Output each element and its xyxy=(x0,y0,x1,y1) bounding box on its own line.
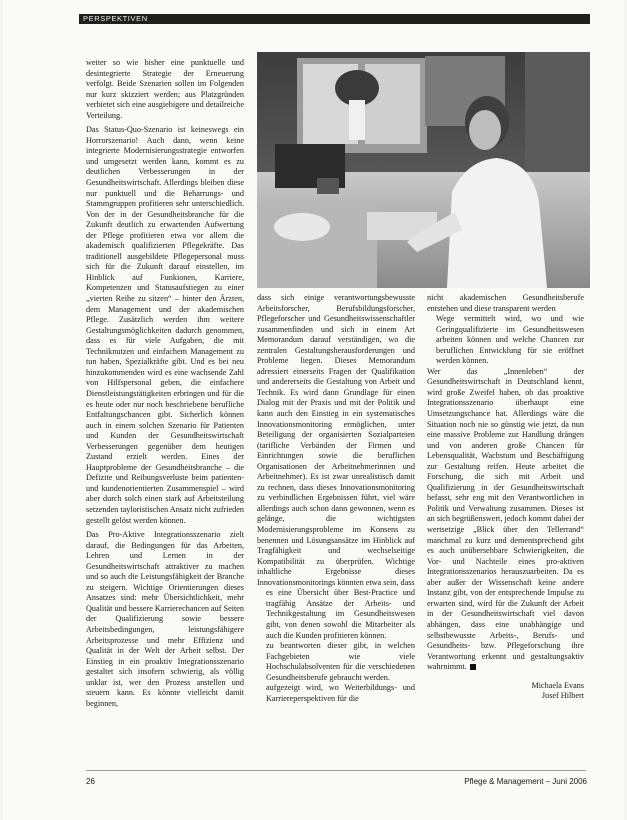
author-signature xyxy=(427,681,584,702)
paragraph: weiter so wie bisher eine punktuelle und desintegrierte Strategie der Erneuerung verfolgt. Beide Szenarien sollen im Folgenden nur kurz skizziert werden; aus Platzgründen verbietet sich eine ausgiebigere und detailreiche Verteilung. xyxy=(86,58,244,120)
author-name: Josef Hilbert xyxy=(541,691,584,701)
paragraph: dass sich einige verantwortungsbewusste Arbeitsforscher, Berufsbildungsforscher, Pflegeforscher und Gesundheitswissenschaftler zusammenfinden und sich in einem Art Memorandum darauf verständigen, wo die zentralen Gestaltungsherausforderungen und Probleme liegen. Dieses Memorandum adressiert einerseits Fragen der Qualifikation und andererseits die Gestaltung von Arbeit und Technik. Es wird dann Grundlage für einen Dialog mit der Praxis und mit der Politik und kann auch den Einstieg in ein systematisches Innovationsmonitoring ermöglichen, unter Beteiligung der organisierten Sozialparteien (tarifliche Verbänden der Firmen und Einrichtungen sowie die beruflichen Organisationen der Arbeitnehmerinnen und Arbeitnehmer). Es ist zwar unrealistisch damit zu rechnen, dass dieses Innovationsmonitoring zu verbindlichen Ergebnissen führt, viel wäre allerdings auch schon dann gewonnen, wenn es gelänge, die wichtigsten Modernisierungsprobleme im Konsens zu benennen und Lösungsansätze im Hinblick auf Tragfähigkeit und wechselseitige Kompatibilität zu überprüfen. Wichtige inhaltliche Ergebnisse dieses Innovationsmonitorings könnten etwa sein, dass xyxy=(257,293,415,587)
paragraph: nicht akademischen Gesundheitsberufe entstehen und diese transparent werden xyxy=(427,293,584,313)
bullet-list xyxy=(257,588,415,704)
author-name: Michaela Evans xyxy=(531,680,584,690)
end-mark xyxy=(470,664,476,670)
paragraph xyxy=(427,367,584,673)
list-item: • Wege vermittelt wird, wo und wie Geringqualifizierte im Gesundheitswesen arbeiten können und welche Chancen zur beruflichen Entwicklung für sie eröffnet werden können. xyxy=(436,314,584,367)
paragraph-text: Wer das „Innenleben“ der Gesundheitswirtschaft in Deutschland kennt, wird große Zweifel haben, ob das proaktive Integrationsszenario überhaupt eine Umsetzungschance hat. Allerdings wäre die Situation noch nie so günstig wie jetzt, da nun eine massive Probleme zur Handlung drängen und von anderen große Chancen für Lebensqualität, Wachstum und Beschäftigung zur Gestaltung reifen. Heute arbeitet die Forschung, die sich mit Arbeit und Qualifizierung in der Gesundheitswirtschaft befasst, sehr eng mit den Verantwortlichen in Politik und Verwaltung zusammen. Dieses ist an sich begrüßenswert, jedoch kommt dabei der wertsetzige „Blick über den Tellerrand“ manchmal zu kurz und dementsprechend gibt es auch unübersehbare Schwierigkeiten, die Vor- und Nachteile eines pro-aktiven Integrationsszenarios herauszuarbeiten. Da es aber außer der Wissenschaft keine andere Instanz gibt, von der entsprechende Impulse zu erwarten sind, wird für die Zukunft der Arbeit in der Gesundheitswirtschaft viel davon abhängen, dass eine unabhängige und selbstbewusste Arbeits-, Berufs- und Gesundheits- bzw. Pflegeforschung ihre Verantwortung erkennt und gestaltungsaktiv wahrnimmt. xyxy=(427,366,584,672)
paragraph: Das Status-Quo-Szenario ist keineswegs ein Horrorszenario! Auch dann, wenn keine integrierte Modernisierungsstrategie entworfen und umgesetzt werden kann, kommt es zu deutlichen Verbesserungen in der Gesundheitswirtschaft. Allerdings bleiben diese nur punktuell und die Beharrungs- und Stammgruppen profitieren sehr unterschiedlich. Von der in der Gesundheitsbranche für die Zukunft deutlich zu erwartenden Aufwertung der Pflege profitieren etwa vor allem die akademisch qualifizierten Pflegekräfte. Das traditionell ausgebildete Pflegepersonal muss sich für die Zukunft darauf einstellen, im Hinblick auf Funkionen, Karriere, Kompetenzen und Statusaufstiegen zu einer „vierten Reihe zu sitzen“ – hinter den Ärzten, dem Management und der akademischen Pflege. Zusätzlich werden ihm weitere Gestaltungsmöglichkeiten dadurch genommen, dass es für viele Aufgaben, die mit Techniknutzen und einfachem Management zu tun haben, Spezialkräfte gibt. Und es bei neu hinzukommenden wird es eine wachsende Zahl von Hilfspersonal geben, die einfachere Dienstleistungstätigkeiten erbringen und für die es heute oder nur noch beschriebene berufliche Entfaltungschancen gibt. Sicherlich können auch in einem solchen Szenario für Patienten und Kunden der Gesundheitswirtschaft Verbesserungen gegenüber dem heutigen Zustand erzielt werden. Eines der Hauptprobleme der Gesundheitsbranche – die Defizite und Reibungsverluste beim patienten- und kundenorientierten Zusammenspiel – wird aber durch solch einen stark auf Arbeitsteilung setzenden tayloristischen Ansatz nicht zufrieden gestellt gelöst werden können. xyxy=(86,125,244,525)
section-header-bar xyxy=(79,14,590,24)
bullet-list xyxy=(427,314,584,367)
article-photo xyxy=(257,52,590,288)
photo-nurse-at-desk xyxy=(257,52,590,288)
section-title: PERSPEKTIVEN xyxy=(83,14,148,23)
page-number: 26 xyxy=(86,777,95,786)
column-left xyxy=(86,58,244,768)
list-item: • aufgezeigt wird, wo Weiterbildungs- und Karriereperspektiven für die xyxy=(266,683,415,704)
list-item: • es eine Übersicht über Best-Practice und tragfähig Ansätze der Arbeits- und Technikgestaltung im Gesundheitswesen gibt, von denen sowohl die Mitarbeiter als auch die Kunden profitieren können. xyxy=(266,588,415,641)
journal-issue: Pflege & Management – Juni 2006 xyxy=(464,777,587,786)
column-middle xyxy=(257,293,415,763)
footer-rule xyxy=(86,770,586,771)
paragraph: Das Pro-Aktive Integrationsszenario zielt darauf, die Bedingungen für das Arbeiten, Lehren und Lernen in der Gesundheitswirtschaft attraktiver zu machen und so auch die Leistungsfähigkeit der Branche zu steigern. Wichtige Orientierungen dieses Ansatzes sind: mehr Übersichtlichkeit, mehr Qualität und bessere Karrierechancen auf Seiten der Qualifizierung sowie bessere Arbeitsbedingungen, leistungsfähigere Arbeitsprozesse und mehr Effizienz und Qualität in der Welt der Arbeit selbst. Der Einstieg in ein proaktiv Integrationsszenario gestaltet sich insofern schwierig, als völlig unklar ist, wer den Prozess anstellen und steuern kann. Es könnte vielleicht damit beginnen, xyxy=(86,530,244,708)
list-item: • zu beantworten dieser gibt, in welchen Fachgebieten wie viele Hochschulabsolventen für die verschiedenen Gesundheitsberufe gebraucht werden. xyxy=(266,641,415,683)
column-right xyxy=(427,293,584,763)
